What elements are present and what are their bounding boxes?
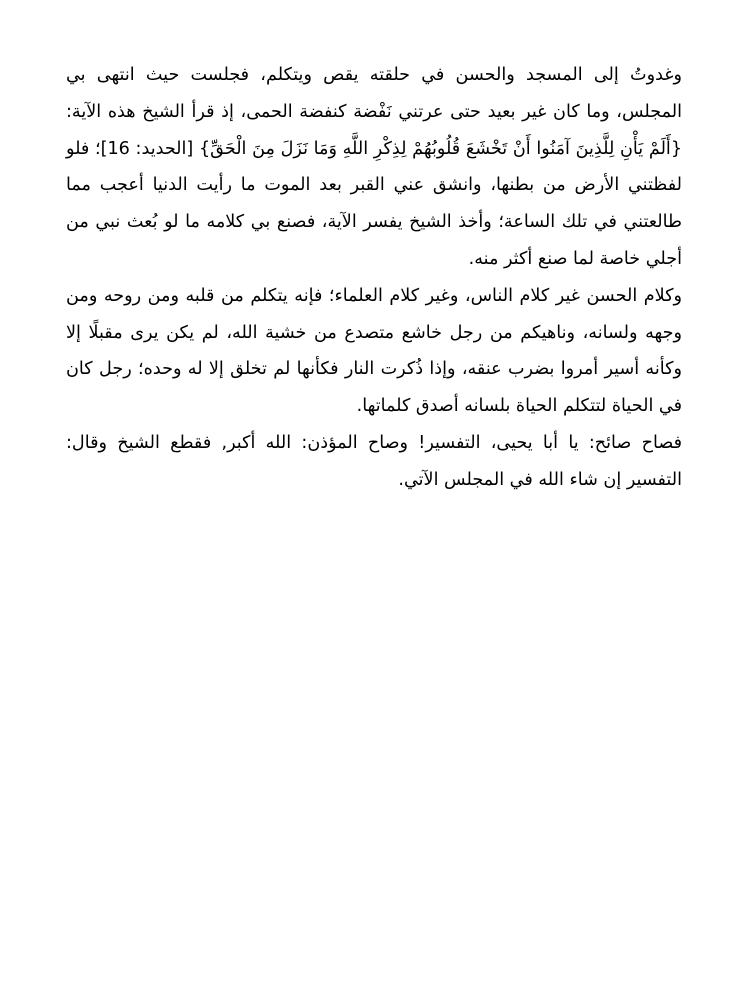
paragraph-2: وكلام الحسن غير كلام الناس، وغير كلام العلماء؛ فإنه يتكلم من قلبه ومن روحه ومن وجهه ولسانه، وناهيكم من رجل خاشع متصدع من خشية الله، لم يكن يرى مقبلًا إلا وكأنه أسير أمروا بضرب عنقه، وإذا ذُكرت النار فكأنها لم تخلق إلا له وحده؛ رجل كان في الحياة لتتكلم الحياة بلسانه أصدق كلماتها. (66, 285, 682, 417)
document-body (66, 57, 682, 499)
paragraph-3: فصاح صائح: يا أبا يحيى، التفسير! وصاح المؤذن: الله أكبر, فقطع الشيخ وقال: التفسير إن شاء الله في المجلس الآتي. (66, 432, 682, 490)
paragraph-1: وغدوتُ إلى المسجد والحسن في حلقته يقص ويتكلم، فجلست حيث انتهى بي المجلس، وما كان غير بعيد حتى عرتني نَفْضة كنفضة الحمى، إذ قرأ الشيخ هذه الآية: {أَلَمْ يَأْنِ لِلَّذِينَ آمَنُوا أَنْ تَخْشَعَ قُلُوبُهُمْ لِذِكْرِ اللَّهِ وَمَا نَزَلَ مِنَ الْحَقِّ} [الحديد: 16]؛ فلو لفظتني الأرض من بطنها، وانشق عني القبر بعد الموت ما رأيت الدنيا أعجب مما طالعتني في تلك الساعة؛ وأخذ الشيخ يفسر الآية، فصنع بي كلامه ما لو بُعث نبي من أجلي خاصة لما صنع أكثر منه. (66, 65, 683, 269)
